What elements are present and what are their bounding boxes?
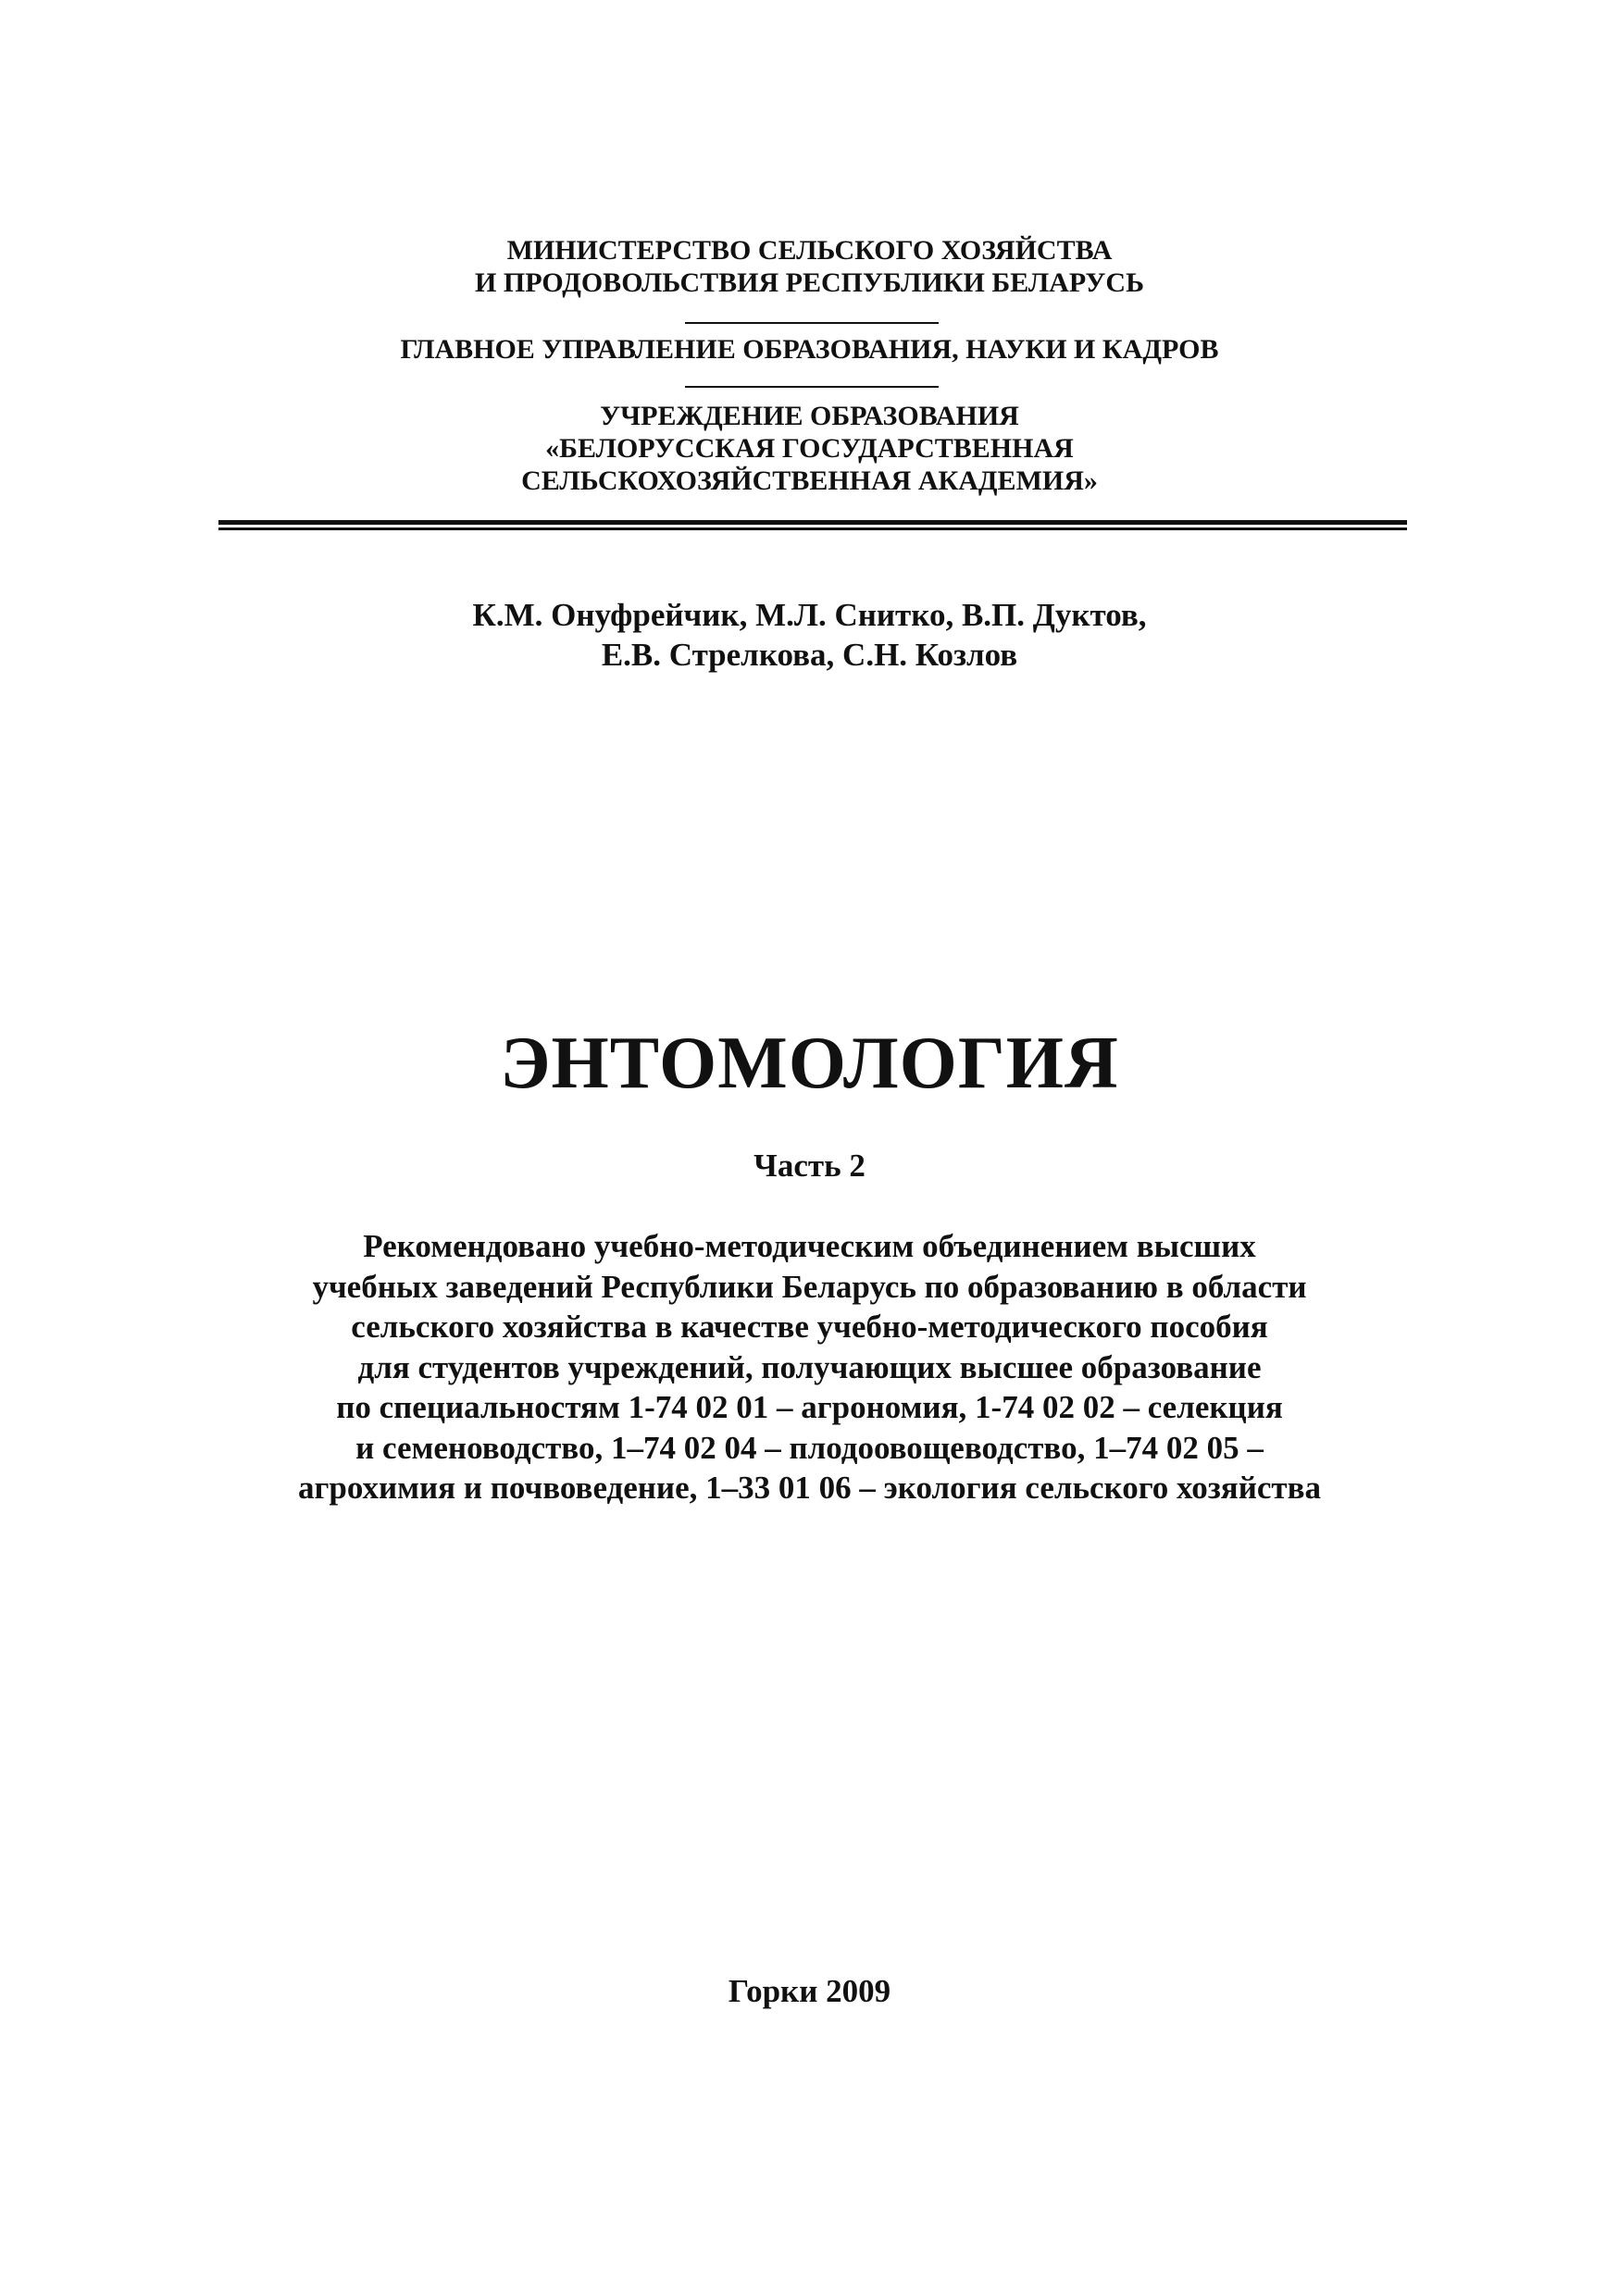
recommendation-line-4: для студентов учреждений, получающих высшее образование — [357, 1348, 1262, 1385]
recommendation-line-1: Рекомендовано учебно-методическим объединением высших — [363, 1228, 1256, 1264]
institution-line-1: УЧРЕЖДЕНИЕ ОБРАЗОВАНИЯ — [600, 401, 1019, 431]
recommendation-text — [0, 1226, 1619, 1508]
ministry-name — [0, 234, 1619, 299]
institution-name — [0, 400, 1619, 497]
recommendation-line-7: агрохимия и почвоведение, 1–33 01 06 – экология сельского хозяйства — [298, 1470, 1321, 1506]
header-divider — [218, 520, 1407, 530]
book-title-text: ЭНТОМОЛОГИЯ — [500, 1023, 1119, 1104]
separator-rule-1 — [685, 322, 939, 324]
ministry-line-1: МИНИСТЕРСТВО СЕЛЬСКОГО ХОЗЯЙСТВА — [506, 235, 1113, 266]
imprint — [0, 1973, 1619, 2010]
recommendation-line-6: и семеноводство, 1–74 02 04 – плодоовощеводство, 1–74 02 05 – — [355, 1429, 1264, 1466]
ministry-line-2: И ПРОДОВОЛЬСТВИЯ РЕСПУБЛИКИ БЕЛАРУСЬ — [475, 267, 1144, 298]
separator-rule-2 — [685, 386, 939, 388]
institution-line-2: «БЕЛОРУССКАЯ ГОСУДАРСТВЕННАЯ — [545, 433, 1074, 464]
institution-line-3: СЕЛЬСКОХОЗЯЙСТВЕННАЯ АКАДЕМИЯ» — [521, 465, 1098, 496]
authors-line-2: Е.В. Стрелкова, С.Н. Козлов — [601, 637, 1018, 673]
recommendation-line-3: сельского хозяйства в качестве учебно-методического пособия — [351, 1309, 1268, 1345]
recommendation-line-5: по специальностям 1-74 02 01 – агрономия, 1-74 02 02 – селекция — [336, 1389, 1283, 1425]
department-name — [0, 333, 1619, 366]
authors-line-1: К.М. Онуфрейчик, М.Л. Снитко, В.П. Дуктов, — [472, 597, 1147, 633]
part-number-text: Часть 2 — [753, 1148, 866, 1184]
authors — [0, 595, 1619, 675]
imprint-text: Горки 2009 — [728, 1973, 891, 2009]
recommendation-line-2: учебных заведений Республики Беларусь по образованию в области — [312, 1268, 1307, 1305]
part-number — [0, 1148, 1619, 1185]
book-title — [0, 1019, 1619, 1108]
department-line: ГЛАВНОЕ УПРАВЛЕНИЕ ОБРАЗОВАНИЯ, НАУКИ И КАДРОВ — [400, 334, 1219, 365]
